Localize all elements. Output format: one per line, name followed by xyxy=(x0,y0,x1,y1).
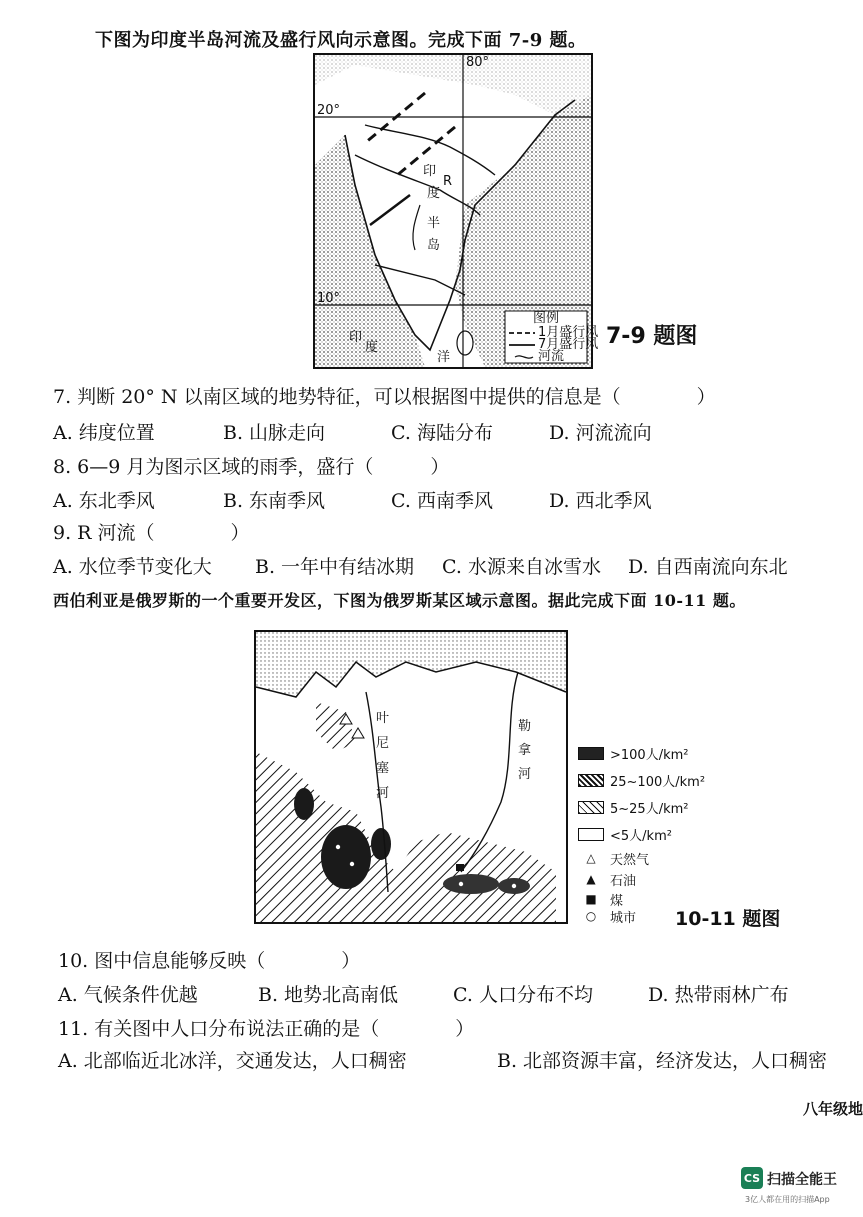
q11-option-a: A. 北部临近北冰洋，交通发达，人口稠密 xyxy=(58,1050,407,1072)
river-branch xyxy=(413,205,420,250)
ocean-char-2: 度 xyxy=(365,340,379,355)
lat10-label: 10° xyxy=(317,291,341,306)
legend-oil-label: 石油 xyxy=(610,873,637,889)
density-5-25-north xyxy=(316,702,356,752)
legend-row-gt100 xyxy=(578,744,689,762)
legend-title: 图例 xyxy=(533,311,560,326)
peninsula-char-2: 度 xyxy=(427,186,441,201)
page-footer-grade: 八年级地 xyxy=(803,1100,863,1118)
legend-row-25-100 xyxy=(578,771,705,789)
q8-option-c: C. 西南季风 xyxy=(391,490,493,512)
q7-option-a: A. 纬度位置 xyxy=(53,422,155,444)
q9-option-c: C. 水源来自冰雪水 xyxy=(442,556,601,578)
q10-option-c: C. 人口分布不均 xyxy=(453,984,593,1006)
legend-river: 河流 xyxy=(538,349,565,364)
q7-option-c: C. 海陆分布 xyxy=(391,422,493,444)
coal-marker xyxy=(456,864,464,871)
density-gt100-central xyxy=(371,828,391,860)
arabian-sea xyxy=(315,135,425,367)
yenisei-char-2: 尼 xyxy=(376,736,390,751)
oil-icon: ▲ xyxy=(586,872,596,886)
natural-gas-marker xyxy=(352,728,364,738)
ocean-char-3: 洋 xyxy=(437,350,451,365)
swatch-lt5 xyxy=(578,828,604,841)
swatch-gt100 xyxy=(578,747,604,760)
northern-land xyxy=(315,55,591,115)
siberia-map-svg xyxy=(256,632,566,922)
q8-option-a: A. 东北季风 xyxy=(53,490,155,512)
q7-option-b: B. 山脉走向 xyxy=(223,422,326,444)
peninsula-char-4: 岛 xyxy=(427,238,441,253)
figure-label-7-9: 7-9 题图 xyxy=(606,324,698,349)
legend-row-oil xyxy=(578,870,636,888)
legend-coal-label: 煤 xyxy=(610,893,624,909)
siberia-legend xyxy=(578,744,718,914)
india-map-svg xyxy=(315,55,599,367)
swatch-25-100 xyxy=(578,774,604,787)
density-25-100-east xyxy=(443,874,499,894)
q8-option-d: D. 西北季风 xyxy=(549,490,652,512)
density-gt100-far-west xyxy=(294,788,314,820)
siberia-map xyxy=(254,630,568,924)
swatch-5-25 xyxy=(578,801,604,814)
q9-stem: 9. R 河流（ ） xyxy=(53,522,250,544)
density-5-25-south xyxy=(256,752,556,922)
legend-row-city xyxy=(578,907,636,925)
yenisei-char-1: 叶 xyxy=(376,711,390,726)
legend-lt5-label: <5人/km² xyxy=(610,828,672,844)
river-r-label: R xyxy=(443,174,453,189)
legend-row-gas xyxy=(578,849,649,867)
natural-gas-icon: △ xyxy=(586,851,596,865)
lat20-label: 20° xyxy=(317,103,341,118)
q11-option-b: B. 北部资源丰富，经济发达，人口稠密 xyxy=(497,1050,828,1072)
camscanner-logo-icon: CS xyxy=(741,1167,763,1189)
q8-stem: 8. 6—9 月为图示区域的雨季，盛行（ ） xyxy=(53,456,450,478)
coal-icon: ■ xyxy=(585,892,597,906)
intro-10-11: 西伯利亚是俄罗斯的一个重要开发区，下图为俄罗斯某区域示意图。据此完成下面 10-11 题。 xyxy=(53,591,746,610)
yenisei-char-4: 河 xyxy=(376,786,390,801)
ocean-char-1: 印 xyxy=(349,330,363,345)
lon-label: 80° xyxy=(466,55,490,70)
lena-char-2: 拿 xyxy=(518,743,532,758)
camscanner-tagline: 3亿人都在用的扫描App xyxy=(745,1195,830,1204)
city-icon: ○ xyxy=(585,909,597,923)
peninsula-char-3: 半 xyxy=(427,216,441,231)
legend-jul: 7月盛行风 xyxy=(538,337,599,352)
peninsula-char-1: 印 xyxy=(423,164,437,179)
lena-char-3: 河 xyxy=(518,767,532,782)
legend-row-5-25 xyxy=(578,798,689,816)
arctic-ocean xyxy=(256,632,566,697)
q9-option-b: B. 一年中有结冰期 xyxy=(255,556,415,578)
city-marker xyxy=(512,884,516,888)
legend-5-25-label: 5~25人/km² xyxy=(610,801,689,817)
city-marker xyxy=(459,882,463,886)
q8-option-b: B. 东南季风 xyxy=(223,490,326,512)
figure-label-10-11: 10-11 题图 xyxy=(675,908,781,930)
q10-stem: 10. 图中信息能够反映（ ） xyxy=(58,950,361,972)
city-marker xyxy=(336,845,340,849)
q10-option-d: D. 热带雨林广布 xyxy=(648,984,789,1006)
density-gt100-west xyxy=(321,825,371,889)
camscanner-app-name: 扫描全能王 xyxy=(767,1172,837,1188)
lena-char-1: 勒 xyxy=(518,719,532,734)
legend-gas-label: 天然气 xyxy=(610,852,650,868)
q10-option-a: A. 气候条件优越 xyxy=(58,984,198,1006)
legend-jan: 1月盛行风 xyxy=(538,325,599,340)
river-r xyxy=(355,155,480,215)
legend-row-lt5 xyxy=(578,825,672,843)
legend-gt100-label: >100人/km² xyxy=(610,747,689,763)
q9-option-a: A. 水位季节变化大 xyxy=(53,556,212,578)
q7-option-d: D. 河流流向 xyxy=(549,422,652,444)
city-marker xyxy=(350,862,354,866)
sri-lanka xyxy=(457,331,473,355)
q10-option-b: B. 地势北高南低 xyxy=(258,984,399,1006)
q7-stem: 7. 判断 20° N 以南区域的地势特征，可以根据图中提供的信息是（ ） xyxy=(53,386,716,408)
jul-wind-arrow xyxy=(370,195,410,225)
intro-7-9: 下图为印度半岛河流及盛行风向示意图。完成下面 7-9 题。 xyxy=(95,30,587,51)
legend-25-100-label: 25~100人/km² xyxy=(610,774,706,790)
q11-stem: 11. 有关图中人口分布说法正确的是（ ） xyxy=(58,1018,475,1040)
india-peninsula-map xyxy=(313,53,599,369)
q9-option-d: D. 自西南流向东北 xyxy=(628,556,788,578)
legend-city-label: 城市 xyxy=(610,910,637,926)
yenisei-char-3: 塞 xyxy=(376,761,390,776)
legend-row-coal xyxy=(578,890,623,908)
